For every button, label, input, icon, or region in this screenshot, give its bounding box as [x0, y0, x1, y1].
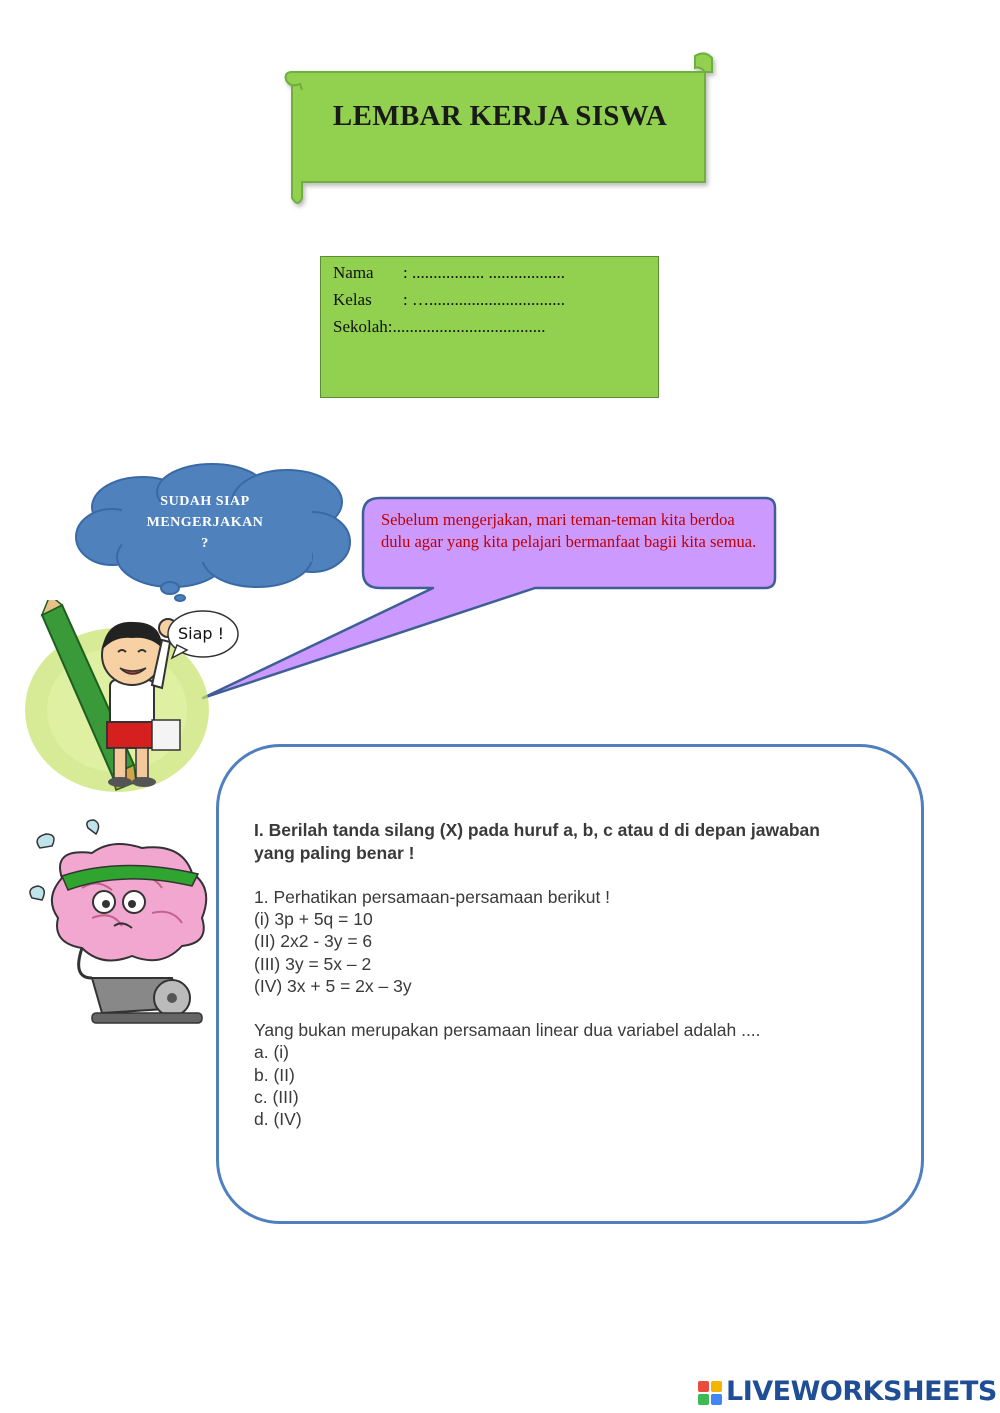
identity-box [320, 256, 659, 398]
page-title: LEMBAR KERJA SISWA [332, 100, 668, 132]
option-a[interactable]: a. (i) [254, 1042, 289, 1062]
question-number: 1. Perhatikan persamaan-persamaan berikut ! [254, 887, 611, 907]
liveworksheets-logo-icon [698, 1381, 722, 1405]
class-field[interactable]: : …................................ [403, 290, 565, 309]
cloud-line-3: ? [201, 536, 209, 551]
kid-speech-text: Siap ! [178, 624, 225, 643]
question-prompt: Yang bukan merupakan persamaan linear dua variabel adalah .... [254, 1020, 761, 1040]
equation-4: (IV) 3x + 5 = 2x – 3y [254, 976, 412, 996]
option-c[interactable]: c. (III) [254, 1087, 299, 1107]
equation-3: (III) 3y = 5x – 2 [254, 954, 372, 974]
equation-1: (i) 3p + 5q = 10 [254, 909, 373, 929]
liveworksheets-logo-text[interactable]: LIVEWORKSHEETS [726, 1376, 997, 1407]
name-field[interactable]: : ................. .................. [403, 263, 565, 282]
school-row [333, 317, 546, 337]
school-field[interactable]: :.................................... [387, 317, 546, 336]
equation-2: (II) 2x2 - 3y = 6 [254, 931, 373, 951]
instruction-line-1: I. Berilah tanda silang (X) pada huruf a, b, c atau d di depan jawaban [254, 820, 820, 840]
cloud-line-1: SUDAH SIAP [160, 494, 250, 509]
brain-exercise-illustration [22, 818, 222, 1033]
name-label: Nama [333, 263, 374, 282]
school-label: Sekolah [333, 317, 388, 336]
instruction-line-2: yang paling benar ! [254, 843, 415, 863]
cloud-line-2: MENGERJAKAN [146, 515, 264, 530]
class-label: Kelas [333, 290, 372, 309]
name-row [333, 263, 565, 283]
class-row [333, 290, 565, 310]
speech-text: Sebelum mengerjakan, mari teman-teman kita berdoa dulu agar yang kita pelajari bermanfaat bagii kita semua. [381, 510, 757, 551]
option-d[interactable]: d. (IV) [254, 1109, 302, 1129]
option-b[interactable]: b. (II) [254, 1065, 295, 1085]
